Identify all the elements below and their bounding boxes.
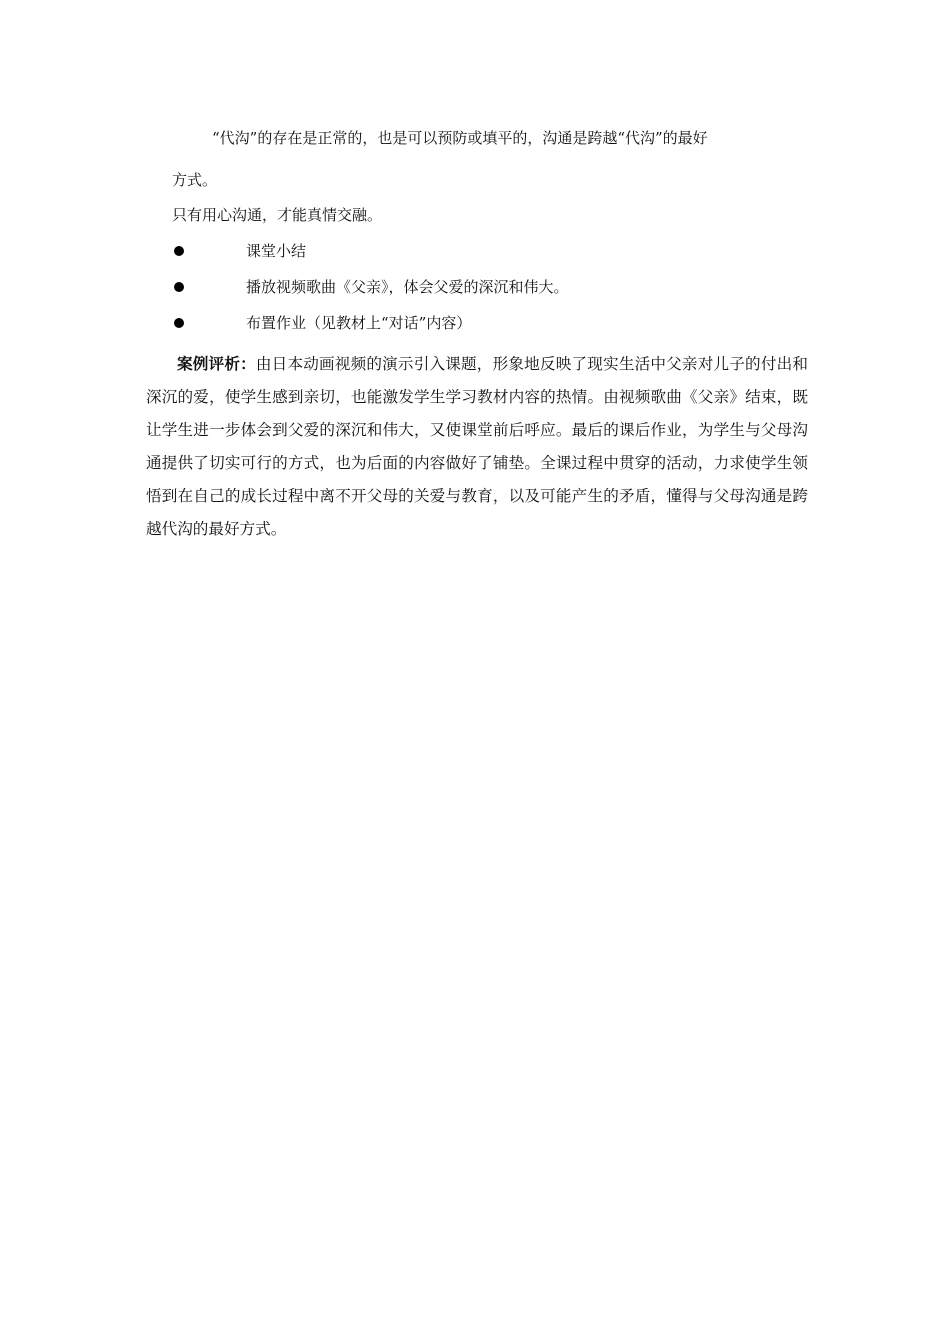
list-item-text: 课堂小结 [246,242,307,260]
case-analysis-label: 案例评析： [177,355,256,373]
paragraph-generation-gap-line1: “代沟”的存在是正常的，也是可以预防或填平的，沟通是跨越“代沟”的最好 [212,129,708,147]
case-analysis-paragraph [146,348,808,546]
bullet-icon [174,318,184,328]
paragraph-generation-gap-line2: 方式。 [172,171,218,189]
bullet-icon [174,246,184,256]
list-item-text: 播放视频歌曲《父亲》，体会父爱的深沉和伟大。 [246,278,569,296]
case-analysis-body: 由日本动画视频的演示引入课题，形象地反映了现实生活中父亲对儿子的付出和深沉的爱，使学生感到亲切，也能激发学生学习教材内容的热情。由视频歌曲《父亲》结束，既让学生进一步体会到父爱的深沉和伟大，又使课堂前后呼应。最后的课后作业，为学生与父母沟通提供了切实可行的方式，也为后面的内容做好了铺垫。全课过程中贯穿的活动，力求使学生领悟到在自己的成长过程中离不开父母的关爱与教育，以及可能产生的矛盾，懂得与父母沟通是跨越代沟的最好方式。 [146,355,808,538]
list-item-text: 布置作业（见教材上“对话”内容） [246,314,472,332]
paragraph-heart-communication: 只有用心沟通，才能真情交融。 [172,206,383,224]
bullet-icon [174,282,184,292]
